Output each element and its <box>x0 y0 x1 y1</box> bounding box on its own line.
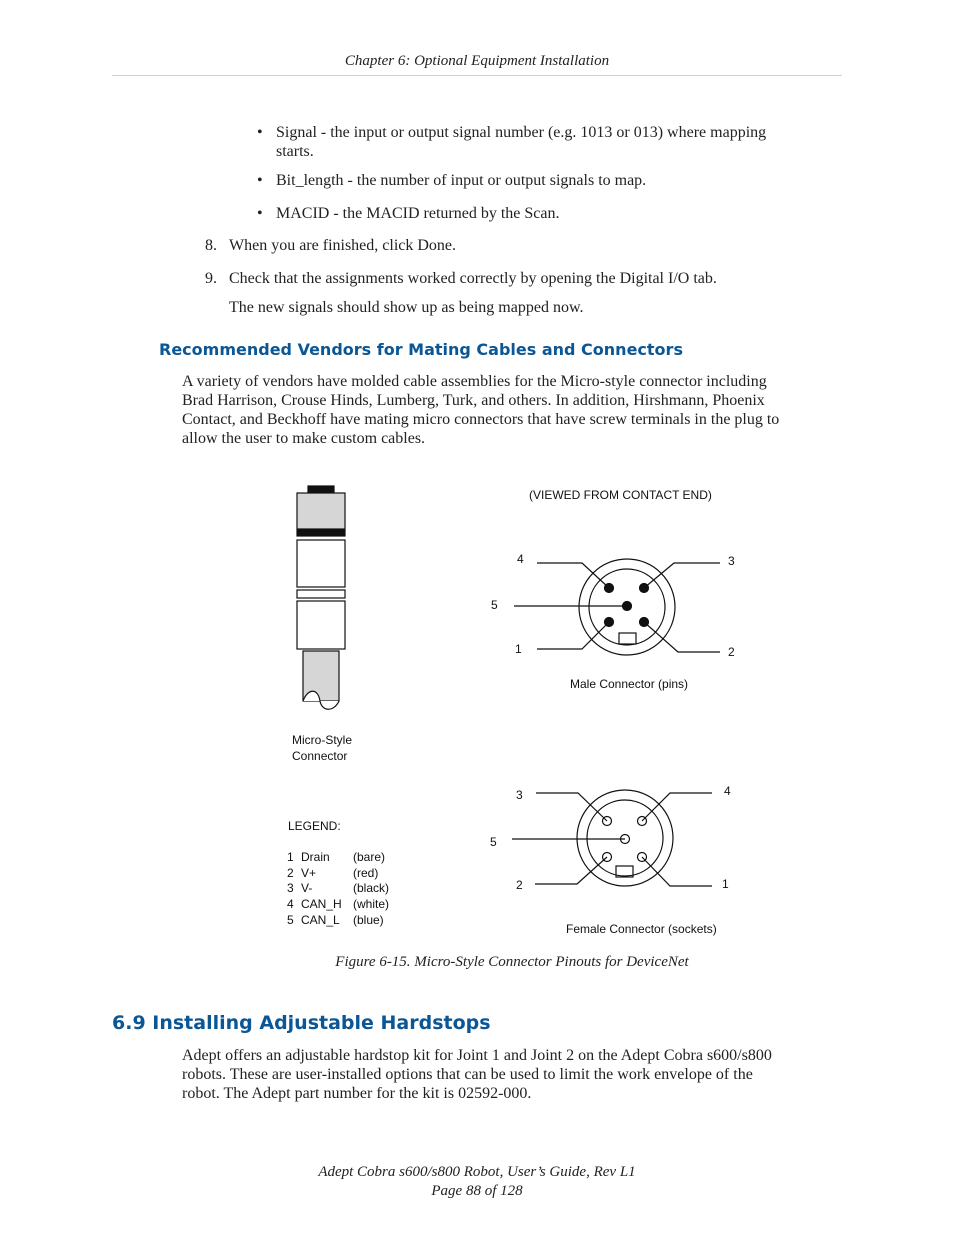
legend-row <box>287 913 389 929</box>
legend-num: 2 <box>287 865 294 880</box>
bullet-text: MACID - the MACID returned by the Scan. <box>276 205 560 222</box>
running-header: Chapter 6: Optional Equipment Installation <box>344 53 610 69</box>
female-connector-caption: Female Connector (sockets) <box>566 922 717 936</box>
footer <box>0 1163 954 1201</box>
viewed-from-label: (VIEWED FROM CONTACT END) <box>529 488 712 502</box>
female-pin-label-5: 5 <box>490 835 497 849</box>
female-pin-label-1: 1 <box>722 877 729 891</box>
step-number: 8. <box>205 237 217 254</box>
legend-color: (black) <box>353 881 390 896</box>
legend-name: V- <box>301 881 313 896</box>
paragraph-line: allow the user to make custom cables. <box>182 430 426 447</box>
male-pin-label-2: 2 <box>728 645 735 659</box>
section-heading-hardstops: 6.9 Installing Adjustable Hardstops <box>112 1012 491 1034</box>
paragraph-line: A variety of vendors have molded cable assemblies for the Micro-style connector including <box>182 373 767 390</box>
legend-color: (blue) <box>353 912 384 927</box>
male-pin-label-3: 3 <box>728 554 735 568</box>
section-heading-vendors: Recommended Vendors for Mating Cables and Connectors <box>159 340 683 359</box>
legend-title: LEGEND: <box>288 819 341 833</box>
female-connector-drawing <box>512 790 712 886</box>
step-number: 9. <box>205 270 217 287</box>
female-pin-label-4: 4 <box>724 784 731 798</box>
legend-num: 5 <box>287 912 294 927</box>
bullet-marker: • <box>257 124 263 141</box>
female-pin-label-3: 3 <box>516 788 523 802</box>
bullet-marker: • <box>257 172 263 189</box>
bullet-marker: • <box>257 205 263 222</box>
legend-name: CAN_L <box>301 912 340 927</box>
legend-row <box>287 850 389 866</box>
paragraph-line: Adept offers an adjustable hardstop kit for Joint 1 and Joint 2 on the Adept Cobra s600/s800 <box>182 1047 772 1064</box>
male-pin-label-4: 4 <box>517 552 524 566</box>
male-connector-caption: Male Connector (pins) <box>570 677 689 691</box>
legend-table <box>287 850 389 929</box>
connector-label-line2: Connector <box>292 749 348 763</box>
step-text: Check that the assignments worked correctly by opening the Digital I/O tab. <box>229 270 717 287</box>
legend-color: (red) <box>353 865 379 880</box>
micro-style-connector-label <box>292 732 352 764</box>
female-pin-label-2: 2 <box>516 878 523 892</box>
paragraph-line: Contact, and Beckhoff have mating micro connectors that have screw terminals in the plug to <box>182 411 780 428</box>
male-pin-label-1: 1 <box>515 642 522 656</box>
legend-name: V+ <box>301 865 317 880</box>
legend-num: 1 <box>287 850 294 864</box>
bullet-text-line1: Signal - the input or output signal number (e.g. 1013 or 013) where mapping <box>276 124 767 141</box>
connector-label-line1: Micro-Style <box>292 733 353 747</box>
legend-num: 4 <box>287 897 294 912</box>
paragraph-line: robots. These are user-installed options that can be used to limit the work envelope of the <box>182 1066 753 1083</box>
micro-style-connector-drawing <box>297 486 345 709</box>
paragraph-line: robot. The Adept part number for the kit is 02592-000. <box>182 1085 532 1102</box>
male-pin-label-5: 5 <box>491 598 498 612</box>
footer-title: Adept Cobra s600/s800 Robot, User’s Guide, Rev L1 <box>318 1164 636 1180</box>
step-9-note: The new signals should show up as being mapped now. <box>229 299 584 316</box>
legend-row <box>287 866 389 882</box>
legend-name: CAN_H <box>301 897 342 912</box>
hardstops-paragraph <box>182 1046 842 1103</box>
legend-num: 3 <box>287 881 294 896</box>
legend-name: Drain <box>301 850 330 864</box>
legend-row <box>287 897 389 913</box>
legend-color: (white) <box>353 897 390 912</box>
bullet-text-line2: starts. <box>276 143 314 160</box>
bullet-text: Bit_length - the number of input or output signals to map. <box>276 172 647 189</box>
footer-page-number: Page 88 of 128 <box>431 1183 523 1199</box>
male-connector-drawing <box>514 559 720 655</box>
legend-color: (bare) <box>353 850 386 864</box>
paragraph-line: Brad Harrison, Crouse Hinds, Lumberg, Turk, and others. In addition, Hirshmann, Phoenix <box>182 392 765 409</box>
legend-row <box>287 881 389 897</box>
step-text: When you are finished, click Done. <box>229 237 457 254</box>
figure-caption: Figure 6-15. Micro-Style Connector Pinouts for DeviceNet <box>335 954 689 970</box>
